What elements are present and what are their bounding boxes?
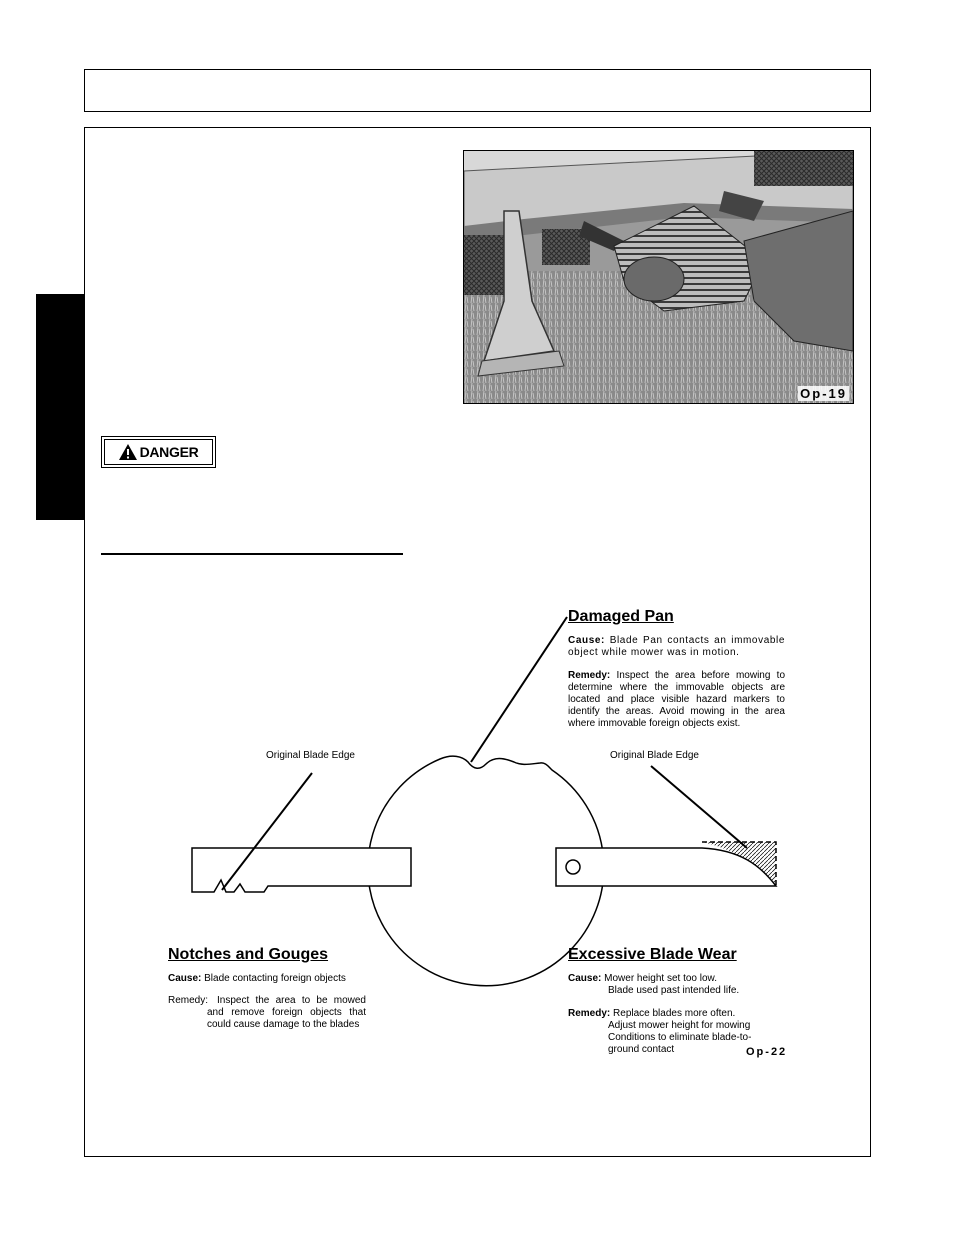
wear-cause	[568, 973, 717, 985]
diagram-label: Op-22	[746, 1046, 788, 1058]
wear-remedy-line4: ground contact	[608, 1044, 675, 1055]
right-original-edge-caption: Original Blade Edge	[610, 750, 699, 761]
notches-remedy-line3: could cause damage to the blades	[207, 1019, 360, 1030]
leader-right-edge	[651, 766, 747, 848]
damaged-pan-remedy-label: Remedy:	[568, 670, 611, 681]
damaged-pan-title: Damaged Pan	[568, 608, 674, 625]
notches-remedy-line2: and remove foreign objects that	[207, 1007, 366, 1018]
left-original-edge-caption: Original Blade Edge	[266, 750, 355, 761]
damaged-pan-cause-label: Cause:	[568, 635, 605, 646]
wear-remedy-line2: Adjust mower height for mowing	[608, 1020, 751, 1031]
notches-cause-label: Cause:	[168, 973, 202, 984]
wear-cause-line2: Blade used past intended life.	[608, 985, 740, 996]
danger-label: DANGER	[139, 444, 199, 460]
wear-cause-label: Cause:	[568, 973, 602, 984]
notches-cause	[168, 973, 346, 985]
photo-label: Op-19	[800, 386, 847, 401]
damaged-pan-remedy-text: Inspect the area before mowing to determine where the immovable objects are located and place visible hazard markers to identify the areas. Avoid mowing in the area where immovable foreign objects exist.	[568, 670, 786, 729]
wear-title: Excessive Blade Wear	[568, 946, 737, 963]
wear-cause-line1: Mower height set too low.	[604, 973, 717, 984]
notches-title: Notches and Gouges	[168, 946, 329, 963]
damaged-pan-remedy	[568, 670, 785, 730]
notches-remedy-label: Remedy:	[168, 995, 209, 1006]
damaged-pan-cause	[568, 635, 785, 659]
wear-remedy-line1: Replace blades more often.	[613, 1008, 736, 1019]
wear-remedy	[568, 1008, 735, 1020]
notches-remedy-line1: Inspect the area to be mowed	[217, 995, 366, 1006]
notches-cause-text: Blade contacting foreign objects	[204, 973, 346, 984]
leader-damaged-pan	[471, 617, 567, 762]
wear-remedy-line3: Conditions to eliminate blade-to-	[608, 1032, 752, 1043]
damaged-pan-cause-text: Blade Pan contacts an immovable object while mower was in motion.	[568, 635, 786, 658]
blade-bolt-hole	[566, 860, 580, 874]
wear-remedy-label: Remedy:	[568, 1008, 611, 1019]
